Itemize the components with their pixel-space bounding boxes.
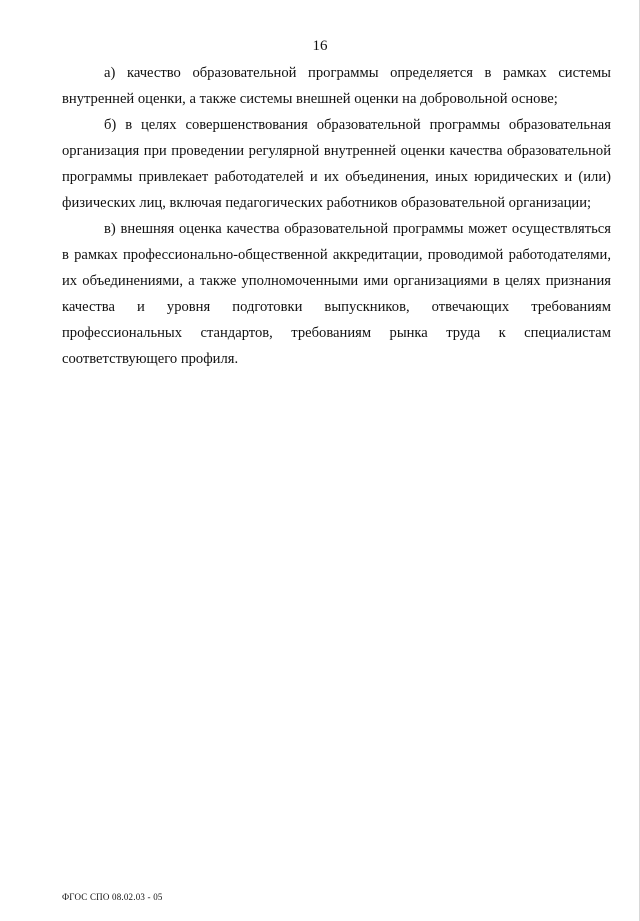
document-code-footer: ФГОС СПО 08.02.03 - 05 (62, 892, 163, 902)
body-text (62, 60, 611, 372)
paragraph-v: в) внешняя оценка качества образовательной программы может осуществляться в рамках профессионально-общественной аккредитации, проводимой работодателями, их объединениями, а также уполномоченными ими организациями в целях признания качества и уровня подготовки выпускников, отвечающих требованиям профессиональных стандартов, требованиям рынка труда к специалистам соответствующего профиля. (62, 221, 611, 367)
paragraph-b: б) в целях совершенствования образовательной программы образовательная организация при проведении регулярной внутренней оценки качества образовательной программы привлекает работодателей и их объединения, иных юридических и (или) физических лиц, включая педагогических работников образовательной организации; (62, 117, 611, 211)
paragraph-a: а) качество образовательной программы определяется в рамках системы внутренней оценки, а также системы внешней оценки на добровольной основе; (62, 65, 611, 107)
page-number: 16 (312, 38, 328, 54)
